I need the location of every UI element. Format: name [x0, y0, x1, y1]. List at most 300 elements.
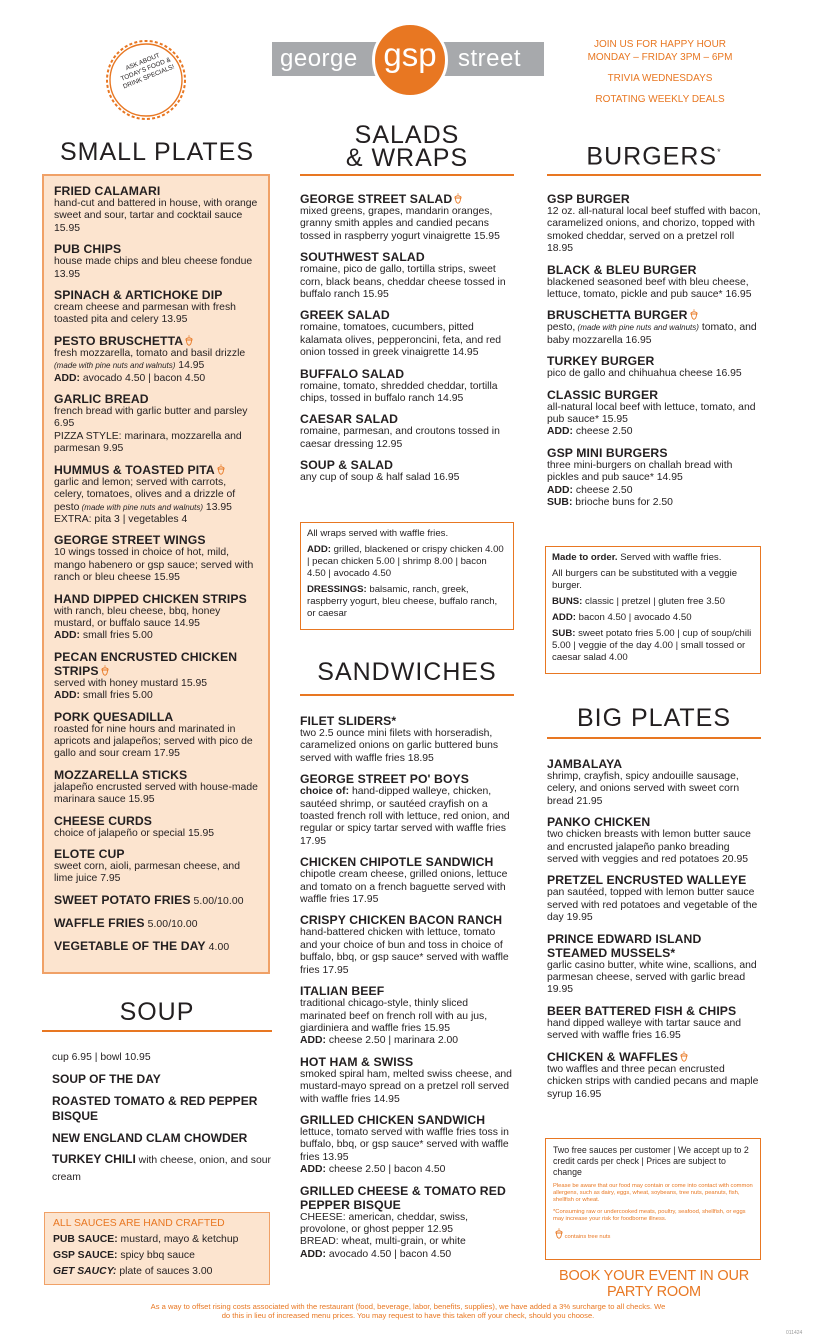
menu-item-sandwich-name-text: GEORGE STREET PO' BOYS	[300, 772, 469, 787]
soup-item	[52, 1131, 272, 1147]
menu-item-sandwich	[300, 913, 514, 977]
salads-rule	[300, 174, 514, 176]
menu-item-burger	[547, 388, 761, 439]
gsp-sauce-text: spicy bbq sauce	[117, 1250, 195, 1261]
menu-item-big-plate-name-text: CHICKEN & WAFFLES	[547, 1049, 679, 1064]
menu-item-small-plate-desc-text: served with honey mustard 15.95	[54, 677, 208, 689]
get-saucy-label: GET SAUCY:	[53, 1266, 117, 1277]
menu-item-sandwich	[300, 1113, 514, 1177]
pub-sauce	[53, 1232, 261, 1248]
menu-item-sandwich	[300, 855, 514, 906]
menu-item-small-plate-add-text: small fries 5.00	[79, 630, 153, 642]
menu-item-big-plate-name	[547, 815, 761, 829]
menu-item-big-plate-name	[547, 932, 761, 960]
menu-item-small-plate-extra: PIZZA STYLE: marinara, mozzarella and parmesan 9.95	[54, 430, 242, 455]
menu-item-sandwich	[300, 1184, 514, 1262]
menu-item-small-plate-name-text: WAFFLE FRIES	[54, 915, 145, 930]
menu-item-burger-add-label: ADD:	[547, 484, 573, 496]
menu-item-small-plate-desc-tail: 13.95	[203, 501, 232, 513]
soup-heading: SOUP	[119, 998, 195, 1026]
menu-item-small-plate-nut-note: (made with pine nuts and walnuts)	[54, 361, 176, 371]
menu-item-sandwich-add	[300, 1164, 514, 1176]
menu-item-burger-sub-label: SUB:	[547, 497, 573, 509]
menu-item-small-plate-desc	[54, 406, 258, 431]
acorn-icon	[680, 1051, 688, 1062]
menu-item-small-plate-desc-text: sweet corn, aioli, parmesan cheese, and lime juice 7.95	[54, 861, 240, 885]
menu-item-burger-desc-text: blackened seasoned beef with bleu cheese, lettuce, tomato, pickle and pub sauce* 16.95	[547, 276, 752, 301]
big-plates-rule	[547, 737, 761, 739]
burger-add-label: ADD:	[552, 612, 576, 623]
menu-item-burger-nut-note: (made with pine nuts and walnuts)	[575, 323, 699, 333]
burger-sub-label: SUB:	[552, 628, 576, 639]
menu-item-small-plate	[54, 463, 258, 527]
menu-item-small-plate-name-text: ELOTE CUP	[54, 847, 125, 861]
menu-item-salad	[300, 458, 514, 484]
menu-item-small-plate-desc	[54, 256, 258, 281]
menu-item-salad-desc	[300, 472, 514, 484]
burger-note-box	[545, 546, 761, 674]
menu-item-small-plate-nut-note: (made with pine nuts and walnuts)	[79, 502, 204, 512]
menu-item-small-plate-extra: EXTRA: pita 3 | vegetables 4	[54, 513, 188, 525]
menu-item-small-plate-add-label: ADD:	[54, 372, 80, 384]
burger-veggie: All burgers can be substituted with a veggie burger.	[552, 568, 738, 591]
menu-item-burger	[547, 446, 761, 510]
burger-buns-text: classic | pretzel | gluten free 3.50	[582, 596, 725, 607]
menu-item-salad-name	[300, 308, 514, 322]
menu-item-big-plate-desc	[547, 1064, 761, 1101]
menu-item-small-plate-desc-text: choice of jalapeño or special 15.95	[54, 827, 215, 839]
menu-item-sandwich-desc-2: BREAD: wheat, multi-grain, or white	[300, 1236, 466, 1248]
salads-heading-line-1: SALADS	[354, 121, 460, 149]
menu-item-small-plate-name-text: CHEESE CURDS	[54, 813, 153, 828]
menu-item-salad-name	[300, 367, 514, 381]
menu-item-small-plate	[54, 939, 258, 955]
menu-item-salad-desc	[300, 322, 514, 359]
sauces-title: ALL SAUCES ARE HAND CRAFTED	[53, 1218, 225, 1229]
menu-item-small-plate	[54, 392, 258, 456]
menu-item-big-plate-name-text: PRETZEL ENCRUSTED WALLEYE	[547, 873, 747, 888]
logo-word-gsp: gsp	[383, 36, 437, 73]
menu-item-salad-desc-text: romaine, tomato, shredded cheddar, tortilla chips, tossed in buffalo ranch 14.95	[300, 380, 498, 405]
menu-item-small-plate-add-label: ADD:	[54, 630, 80, 642]
wraps-note-line: All wraps served with waffle fries.	[307, 528, 449, 539]
menu-item-burger-sub-text: brioche buns for 2.50	[572, 497, 673, 509]
menu-item-sandwich-desc	[300, 869, 514, 906]
surcharge-notice: As a way to offset rising costs associated with the restaurant (food, beverage, labor, benefits, supplies), we have added a 3% surcharge to all checks. We do this in lieu of increased menu prices. You may request to have this taken off your check, should you choose.	[150, 1302, 666, 1320]
happy-hour-line-2: MONDAY – FRIDAY 3PM – 6PM	[587, 52, 733, 63]
soup-item	[52, 1152, 272, 1185]
menu-item-salad-desc	[300, 426, 514, 451]
burger-add-text: bacon 4.50 | avocado 4.50	[575, 612, 692, 623]
menu-item-sandwich-desc	[300, 927, 514, 977]
soup-section	[52, 1052, 272, 1191]
menu-item-big-plate-desc-text: shrimp, crayfish, spicy andouille sausage, celery, and onions served with sweet corn bread 21.95	[547, 771, 740, 807]
soup-item-name: SOUP OF THE DAY	[52, 1072, 161, 1087]
menu-item-small-plate-desc-text: cream cheese and parmesan with fresh toasted pita and celery 13.95	[54, 302, 236, 326]
menu-item-burger-name-text: TURKEY BURGER	[547, 354, 655, 369]
menu-item-big-plate-name-text: JAMBALAYA	[547, 757, 623, 771]
menu-item-sandwich-name-text: CHICKEN CHIPOTLE SANDWICH	[300, 855, 494, 870]
gsp-sauce	[53, 1248, 261, 1264]
menu-item-small-plate-name	[54, 533, 258, 547]
menu-item-small-plate-name	[54, 650, 258, 678]
menu-item-burger-name-text: GSP MINI BURGERS	[547, 445, 668, 460]
pub-sauce-label: PUB SAUCE:	[53, 1234, 118, 1245]
menu-item-small-plate-desc-text: hand-cut and battered in house, with orange sweet and sour, tartar and cocktail sauce 15.95	[54, 198, 258, 234]
pub-sauce-text: mustard, mayo & ketchup	[117, 1234, 239, 1245]
menu-item-small-plate-name	[54, 392, 258, 406]
menu-item-small-plate-desc-text: 10 wings tossed in choice of hot, mild, mango habenero or gsp sauce; served with ranch or bleu cheese 15.95	[54, 547, 254, 584]
party-room-banner: BOOK YOUR EVENT IN OUR PARTY ROOM	[558, 1268, 750, 1300]
menu-item-salad-desc-text: romaine, pico de gallo, tortilla strips, sweet corn, black beans, cheddar cheese tossed in buffalo ranch 15.95	[300, 264, 506, 301]
menu-item-small-plate	[54, 893, 258, 909]
menu-item-salad	[300, 250, 514, 301]
menu-item-big-plate-desc-text: two chicken breasts with lemon butter sauce and encrusted jalapeño panko breading served with veggies and red potatoes 20.95	[547, 829, 751, 866]
big-plates-list	[547, 757, 761, 1108]
menu-item-salad-name-text: GEORGE STREET SALAD	[300, 192, 453, 206]
small-plates-heading: SMALL PLATES	[59, 138, 255, 166]
menu-item-sandwich-desc-text: hand-battered chicken with lettuce, tomato and your choice of bun and toss in choice of buffalo, bbq, or gsp sauce* served with waffle fries 17.95	[300, 927, 509, 976]
menu-item-small-plate-name	[54, 847, 258, 861]
acorn-icon	[553, 1234, 563, 1240]
menu-item-burger	[547, 192, 761, 256]
menu-item-small-plate-desc-text: jalapeño encrusted served with house-made marinara sauce 15.95	[54, 781, 258, 806]
menu-item-sandwich-name	[300, 984, 514, 998]
soup-item-name: TURKEY CHILI	[52, 1152, 136, 1167]
menu-item-sandwich-name-text: GRILLED CHEESE & TOMATO RED PEPPER BISQUE	[300, 1183, 506, 1212]
legal-raw: *Consuming raw or undercooked meats, poultry, seafood, shellfish, or eggs may increase your risk for foodborne illness.	[553, 1209, 746, 1222]
menu-item-burger-desc	[547, 277, 761, 302]
menu-item-sandwich-desc-text: smoked spiral ham, melted swiss cheese, and mustard-mayo spread on a pretzel roll served with waffle fries 14.95	[300, 1068, 512, 1105]
salads-heading-line-2: & WRAPS	[345, 144, 469, 172]
menu-item-sandwich-name-text: ITALIAN BEEF	[300, 984, 385, 999]
menu-item-small-plate-desc-text: with ranch, bleu cheese, bbq, honey mustard, or buffalo sauce 14.95	[54, 605, 221, 629]
acorn-icon	[101, 665, 109, 676]
badge-text: ASK ABOUT TODAY'S FOOD & DRINK SPECIALS!	[119, 52, 176, 91]
menu-item-salad-desc-text: romaine, parmesan, and croutons tossed in caesar dressing 12.95	[300, 426, 500, 450]
menu-item-burger-desc	[547, 402, 761, 427]
menu-item-sandwich-add-label: ADD:	[300, 1035, 326, 1047]
menu-item-salad-desc	[300, 381, 514, 406]
menu-item-sandwich-desc-text: CHEESE: american, cheddar, swiss, provolone, or ghost pepper 12.95	[300, 1211, 469, 1235]
deals-line: ROTATING WEEKLY DEALS	[595, 94, 725, 105]
menu-item-small-plate	[54, 847, 258, 886]
specials-badge	[104, 38, 188, 122]
menu-item-small-plate-desc-text: roasted for nine hours and marinated in apricots and jalapeños; served with pico de gallo and sour cream 17.95	[54, 723, 253, 760]
menu-item-small-plate-desc	[54, 678, 258, 690]
menu-item-small-plate-price: 5.00/10.00	[144, 918, 198, 930]
menu-item-small-plate-name	[54, 463, 258, 477]
menu-item-sandwich-desc	[300, 728, 514, 765]
menu-item-big-plate-desc-text: pan sautéed, topped with lemon butter sauce served with red potatoes and vegetable of the day 19.95	[547, 887, 758, 924]
menu-item-burger-add-text: cheese 2.50	[572, 426, 633, 438]
menu-item-burger-name-text: BLACK & BLEU BURGER	[547, 262, 697, 277]
legal-allergy: Please be aware that our food may contain or come into contact with common allergens, such as dairy, eggs, wheat, soybeans, tree nuts, peanuts, fish, shellfish or wheat.	[553, 1183, 753, 1203]
get-saucy-text: plate of sauces 3.00	[116, 1266, 213, 1277]
menu-item-burger	[547, 354, 761, 380]
wraps-dressings-label: DRESSINGS:	[307, 584, 367, 595]
menu-item-small-plate-add-text: avocado 4.50 | bacon 4.50	[79, 372, 206, 384]
menu-item-small-plate	[54, 533, 258, 584]
menu-item-small-plate-desc	[54, 606, 258, 631]
big-plates-heading: BIG PLATES	[576, 704, 732, 732]
menu-item-burger-add	[547, 426, 761, 438]
menu-item-small-plate-add-label: ADD:	[54, 690, 80, 702]
get-saucy	[53, 1264, 261, 1280]
menu-item-sandwich-add-label: ADD:	[300, 1248, 326, 1260]
menu-item-big-plate-name	[547, 873, 761, 887]
menu-item-small-plate-name	[54, 939, 258, 955]
sandwiches-heading: SANDWICHES	[317, 658, 497, 686]
menu-item-burger-desc-text: all-natural local beef with lettuce, tomato, and pub sauce* 15.95	[547, 401, 756, 426]
menu-item-burger-name	[547, 354, 761, 368]
menu-item-burger	[547, 308, 761, 347]
menu-item-big-plate-name-text: PRINCE EDWARD ISLAND STEAMED MUSSELS*	[547, 931, 702, 960]
menu-item-sandwich	[300, 984, 514, 1048]
menu-item-small-plate-name-text: SWEET POTATO FRIES	[54, 892, 191, 907]
legal-box	[545, 1138, 761, 1260]
wraps-add-text: grilled, blackened or crispy chicken 4.00 | pecan chicken 5.00 | shrimp 8.00 | bacon 4.50 | avocado 4.50	[307, 544, 504, 579]
menu-item-salad-name	[300, 250, 514, 264]
menu-item-sandwich-desc	[300, 1127, 514, 1164]
menu-item-salad-desc-text: any cup of soup & half salad 16.95	[300, 472, 460, 484]
menu-item-sandwich	[300, 772, 514, 848]
acorn-icon	[454, 193, 462, 204]
small-plates-list	[54, 184, 258, 955]
menu-item-small-plate-name-text: PORK QUESADILLA	[54, 709, 174, 724]
burgers-heading-mark: *	[717, 147, 722, 157]
menu-item-salad-name-text: SOUP & SALAD	[300, 458, 394, 473]
menu-item-small-plate	[54, 242, 258, 281]
burgers-heading-text: BURGERS	[586, 142, 718, 171]
menu-item-small-plate-name-text: PECAN ENCRUSTED CHICKEN STRIPS	[54, 649, 238, 678]
menu-item-sandwich-desc	[300, 786, 514, 848]
menu-item-small-plate-add-text: small fries 5.00	[79, 690, 153, 702]
menu-item-small-plate	[54, 916, 258, 932]
menu-item-burger-add	[547, 485, 761, 497]
menu-item-sandwich-add	[300, 1249, 514, 1261]
burger-sub-text: sweet potato fries 5.00 | cup of soup/chili 5.00 | veggie of the day 4.00 | small tossed or caesar salad 4.00	[552, 628, 752, 663]
menu-item-salad	[300, 192, 514, 243]
menu-item-small-plate-desc-text: fresh mozzarella, tomato and basil drizzle	[54, 347, 246, 359]
menu-item-big-plate-desc-text: hand dipped walleye with tartar sauce and served with waffle fries 16.95	[547, 1017, 742, 1042]
menu-item-burger-desc	[547, 206, 761, 256]
legal-nuts	[553, 1228, 753, 1241]
menu-item-sandwich-name	[300, 714, 514, 728]
menu-item-small-plate-desc-text: garlic and lemon; served with carrots, celery, tomatoes, olives and a drizzle of pesto	[54, 476, 236, 513]
menu-item-small-plate-name	[54, 814, 258, 828]
menu-item-small-plate	[54, 710, 258, 761]
wraps-add-label: ADD:	[307, 544, 331, 555]
menu-item-sandwich	[300, 714, 514, 765]
menu-item-salad-desc-text: romaine, tomatoes, cucumbers, pitted kalamata olives, pepperoncini, feta, and red onion tossed in greek vinaigrette 14.95	[300, 322, 502, 359]
menu-item-big-plate	[547, 757, 761, 808]
menu-item-small-plate-desc	[54, 861, 258, 886]
menu-item-sandwich	[300, 1055, 514, 1106]
menu-item-small-plate-name	[54, 893, 258, 909]
menu-item-small-plate-price: 4.00	[205, 941, 230, 953]
menu-item-salad-desc	[300, 206, 514, 243]
soup-list	[52, 1072, 272, 1185]
menu-item-big-plate-desc	[547, 887, 761, 924]
wraps-add	[307, 544, 507, 580]
menu-item-sandwich-name	[300, 1184, 514, 1212]
menu-item-small-plate-name	[54, 334, 258, 348]
sandwiches-rule	[300, 694, 514, 696]
menu-item-small-plate-desc	[54, 828, 258, 840]
menu-item-small-plate-name	[54, 768, 258, 782]
menu-item-sandwich-add-text: avocado 4.50 | bacon 4.50	[325, 1248, 452, 1260]
menu-item-burger-desc-text: pico de gallo and chihuahua cheese 16.95	[547, 368, 742, 380]
menu-item-sandwich-name-text: GRILLED CHICKEN SANDWICH	[300, 1112, 486, 1127]
menu-item-big-plate-name	[547, 757, 761, 771]
menu-item-salad-name	[300, 458, 514, 472]
menu-item-sandwich-desc-text: hand-dipped walleye, chicken, sautéed shrimp, or sautéed crayfish on a toasted french roll with lettuce, red onion, and regular or spicy tartar served with waffle fries 17.95	[300, 786, 510, 847]
menu-item-big-plate	[547, 815, 761, 866]
menu-item-big-plate-desc	[547, 960, 761, 997]
menu-item-small-plate-desc-text: house made chips and bleu cheese fondue 13.95	[54, 256, 253, 280]
soup-rule	[42, 1030, 272, 1032]
happy-hour-line-1: JOIN US FOR HAPPY HOUR	[593, 39, 727, 50]
menu-item-sandwich-desc-text: traditional chicago-style, thinly sliced marinated beef on french roll with au jus, giardiniera and waffle fries 15.95	[300, 998, 488, 1034]
menu-item-salad	[300, 412, 514, 451]
menu-item-small-plate	[54, 814, 258, 840]
menu-item-sandwich-desc	[300, 1212, 514, 1237]
menu-item-burger-desc	[547, 460, 761, 485]
menu-item-salad-name	[300, 412, 514, 426]
menu-item-small-plate-name	[54, 184, 258, 198]
menu-item-small-plate-name	[54, 710, 258, 724]
menu-item-small-plate-desc	[54, 198, 258, 235]
menu-item-big-plate	[547, 1004, 761, 1043]
menu-item-small-plate	[54, 334, 258, 385]
menu-item-burger-name-text: BRUSCHETTA BURGER	[547, 308, 688, 323]
menu-item-small-plate-add	[54, 373, 258, 385]
menu-item-big-plate	[547, 1050, 761, 1101]
menu-item-small-plate-name-text: PUB CHIPS	[54, 242, 122, 257]
menu-item-salad-desc	[300, 264, 514, 301]
soup-item-name: ROASTED TOMATO & RED PEPPER BISQUE	[52, 1093, 258, 1124]
menu-item-big-plate-name	[547, 1050, 761, 1064]
menu-item-burger-name	[547, 192, 761, 206]
menu-item-burger-desc	[547, 322, 761, 347]
menu-item-small-plate-name-text: GARLIC BREAD	[54, 392, 149, 407]
menu-item-small-plate-desc	[54, 477, 258, 514]
menu-item-big-plate-name	[547, 1004, 761, 1018]
legal-nuts-text: contains tree nuts	[564, 1234, 611, 1240]
menu-item-small-plate-price: 5.00/10.00	[190, 895, 244, 907]
menu-item-small-plate-name-text: MOZZARELLA STICKS	[54, 767, 188, 782]
burger-sub	[552, 628, 754, 664]
soup-item-name: NEW ENGLAND CLAM CHOWDER	[52, 1130, 248, 1145]
menu-item-small-plate-desc-tail: 14.95	[175, 360, 205, 372]
menu-item-sandwich-desc-text: two 2.5 ounce mini filets with horseradish, caramelized onions on garlic buttered buns served with waffle fries 18.95	[300, 728, 499, 764]
sandwiches-list	[300, 714, 514, 1268]
menu-item-burger-desc-text: 12 oz. all-natural local beef stuffed with bacon, caramelized onions, and chorizo, topped with smoked cheddar, served on a pretzel roll 18.95	[547, 206, 761, 255]
menu-item-big-plate-desc	[547, 1018, 761, 1043]
logo-word-street: street	[458, 45, 522, 72]
burger-made-to-order	[552, 552, 754, 564]
menu-item-small-plate-name-text: SPINACH & ARTICHOKE DIP	[54, 288, 223, 303]
menu-item-sandwich-name	[300, 772, 514, 786]
menu-item-small-plate	[54, 650, 258, 703]
trivia-line: TRIVIA WEDNESDAYS	[607, 73, 713, 84]
menu-item-salad	[300, 308, 514, 359]
gsp-sauce-label: GSP SAUCE:	[53, 1250, 118, 1261]
legal-sauces-cards: Two free sauces per customer | We accept up to 2 credit cards per check | Prices are subject to change	[553, 1145, 749, 1177]
wraps-note-box	[300, 522, 514, 630]
menu-item-small-plate-name	[54, 916, 258, 932]
menu-item-sandwich-desc	[300, 998, 514, 1035]
menu-item-small-plate-desc-text: french bread with garlic butter and parsley 6.95	[54, 406, 248, 430]
burger-add	[552, 612, 754, 624]
menu-item-burger-sub	[547, 497, 761, 509]
menu-item-burger-desc-tail: tomato, and baby mozzarella 16.95	[547, 322, 757, 346]
menu-item-sandwich-desc-text: chipotle cream cheese, grilled onions, lettuce and tomato on a french baguette served with waffle fries 17.95	[300, 869, 508, 906]
menu-item-sandwich-name	[300, 1055, 514, 1069]
menu-item-small-plate-desc	[54, 782, 258, 807]
menu-code: 011424	[786, 1330, 803, 1336]
salads-list	[300, 192, 514, 492]
menu-item-big-plate-desc	[547, 771, 761, 808]
menu-item-small-plate-name-text: FRIED CALAMARI	[54, 184, 161, 198]
menu-item-small-plate-name	[54, 242, 258, 256]
menu-item-burger-add-text: cheese 2.50	[572, 484, 633, 496]
burgers-heading	[547, 140, 761, 171]
menu-item-burger-name-text: CLASSIC BURGER	[547, 387, 659, 402]
menu-item-small-plate-desc	[54, 547, 258, 584]
menu-item-burger	[547, 263, 761, 302]
menu-item-big-plate-name-text: BEER BATTERED FISH & CHIPS	[547, 1003, 737, 1018]
acorn-icon	[217, 464, 225, 475]
menu-item-small-plate-name-text: HUMMUS & TOASTED PITA	[54, 462, 215, 477]
acorn-icon	[690, 309, 698, 320]
menu-item-small-plate-desc	[54, 724, 258, 761]
menu-item-sandwich-name-text: CRISPY CHICKEN BACON RANCH	[300, 913, 503, 928]
menu-item-salad-name-text: CAESAR SALAD	[300, 412, 399, 427]
wraps-dressings-text: balsamic, ranch, greek, raspberry yogurt, bleu cheese, buffalo ranch, or caesar	[307, 584, 498, 619]
soup-item-tail: with cheese, onion, and sour cream	[52, 1155, 271, 1183]
menu-item-sandwich-name	[300, 855, 514, 869]
menu-item-sandwich-desc	[300, 1069, 514, 1106]
small-plates-box	[42, 174, 270, 974]
logo	[272, 22, 544, 98]
menu-item-small-plate-name-text: GEORGE STREET WINGS	[54, 533, 206, 548]
soup-item	[52, 1094, 272, 1125]
menu-item-small-plate-name	[54, 592, 258, 606]
menu-item-small-plate-desc	[54, 348, 258, 373]
soup-prices: cup 6.95 | bowl 10.95	[52, 1052, 151, 1063]
menu-item-burger-desc-text: three mini-burgers on challah bread with pickles and pub sauce* 14.95	[547, 459, 733, 484]
menu-item-salad-name-text: GREEK SALAD	[300, 308, 390, 323]
menu-item-small-plate-name-text: HAND DIPPED CHICKEN STRIPS	[54, 591, 247, 606]
menu-item-sandwich-name	[300, 913, 514, 927]
wraps-dressings	[307, 584, 507, 620]
menu-item-big-plate-desc	[547, 829, 761, 866]
menu-item-sandwich-desc-text: lettuce, tomato served with waffle fries toss in buffalo, bbq, or gsp sauce* served with waffle fries 13.95	[300, 1126, 509, 1163]
burgers-list	[547, 192, 761, 517]
menu-item-burger-name-text: GSP BURGER	[547, 192, 630, 206]
menu-item-sandwich-name-text: HOT HAM & SWISS	[300, 1054, 414, 1069]
menu-item-sandwich-add-label: ADD:	[300, 1164, 326, 1176]
menu-item-big-plate-desc-text: two waffles and three pecan encrusted chicken strips with candied pecans and maple syrup 16.95	[547, 1063, 759, 1100]
menu-item-burger-name	[547, 388, 761, 402]
menu-item-burger-name	[547, 263, 761, 277]
menu-item-salad-name-text: BUFFALO SALAD	[300, 366, 405, 381]
burger-buns-label: BUNS:	[552, 596, 583, 607]
menu-item-burger-name	[547, 308, 761, 322]
acorn-icon	[555, 1228, 563, 1239]
